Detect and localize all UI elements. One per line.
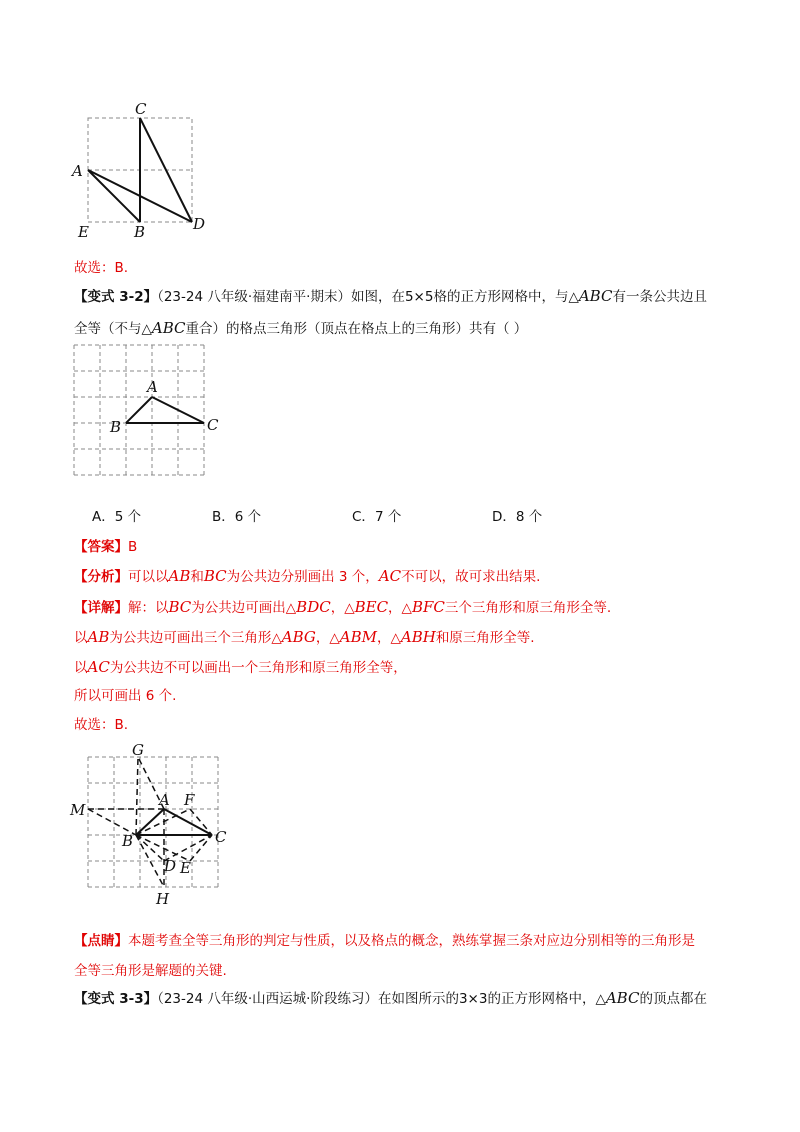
comment-line-2: 全等三角形是解题的关键. (74, 963, 227, 979)
fig3-label-e: E (180, 859, 191, 877)
figure-1-grid (70, 100, 220, 240)
fig3-label-c: C (215, 828, 227, 846)
fig3-label-a: A (159, 791, 170, 809)
fig1-label-a: A (72, 162, 83, 180)
detail-line-1: 【详解】解：以BC为公共边可画出△BDC，△BEC，△BFC三个三角形和原三角形全等. (74, 598, 612, 616)
question-prefix: 【变式 3-3】 (74, 991, 158, 1007)
detail-line-5: 故选：B. (74, 717, 129, 733)
fig2-label-b: B (110, 418, 122, 436)
triangle-symbol: △ (595, 991, 606, 1007)
answer-choice-line: 故选：B. (74, 260, 129, 276)
comment-line-1: 【点睛】本题考查全等三角形的判定与性质，以及格点的概念，熟练掌握三条对应边分别相等的三角形是 (74, 933, 695, 949)
fig3-label-f: F (184, 791, 195, 809)
figure-3-gridlines (88, 757, 218, 887)
fig3-dash-ec (190, 835, 212, 861)
question-source: （23-24 八年级·福建南平·期末） (157, 289, 351, 305)
analysis-line: 【分析】可以以AB和BC为公共边分别画出 3 个，AC不可以，故可求出结果. (74, 567, 541, 585)
grid-size: 5×5 (404, 289, 434, 305)
fig3-dash-bf (136, 809, 190, 835)
detail-line-2: 以AB为公共边可画出三个三角形△ABG，△ABM，△ABH和原三角形全等. (74, 628, 535, 646)
fig2-label-a: A (147, 378, 158, 396)
question-3-2-line-1: 【变式 3-2】（23-24 八年级·福建南平·期末）如图，在5×5格的正方形网格中，与△ABC有一条公共边且 (74, 287, 707, 305)
fig3-label-b: B (122, 832, 134, 850)
figure-3-grid (70, 740, 240, 910)
fig3-segment-ac (164, 809, 212, 835)
figure-2-grid (70, 340, 230, 485)
detail-line-4: 所以可画出 6 个. (74, 688, 177, 704)
fig1-label-c: C (135, 100, 147, 118)
fig3-label-g: G (132, 741, 144, 759)
fig3-dash-bg (136, 757, 138, 835)
fig3-label-m: M (70, 801, 86, 819)
fig1-label-d: D (193, 215, 206, 233)
fig1-label-e: E (78, 223, 89, 241)
fig2-label-c: C (207, 416, 219, 434)
question-source: （23-24 八年级·山西运城·阶段练习） (157, 991, 378, 1007)
answer-line: 【答案】B (74, 539, 138, 555)
option-c[interactable]: C．7 个 (352, 509, 402, 525)
option-d[interactable]: D．8 个 (492, 509, 543, 525)
fig3-dash-fc (190, 809, 212, 835)
fig1-label-b: B (134, 223, 146, 241)
fig3-label-d: D (164, 857, 177, 875)
fig3-dash-be (136, 835, 190, 861)
detail-line-3: 以AC为公共边不可以画出一个三角形和原三角形全等， (74, 658, 407, 676)
question-3-3-line-1: 【变式 3-3】（23-24 八年级·山西运城·阶段练习）在如图所示的3×3的正方形网格中，△ABC的顶点都在 (74, 989, 707, 1007)
question-3-2-line-2: 全等（不与△ABC重合）的格点三角形（顶点在格点上的三角形）共有（ ） (74, 319, 528, 337)
option-a[interactable]: A．5 个 (92, 509, 142, 525)
fig2-segment-ab (126, 397, 152, 423)
question-prefix: 【变式 3-2】 (74, 289, 158, 305)
triangle-symbol: △ (568, 289, 579, 305)
triangle-symbol: △ (141, 321, 152, 337)
fig1-segment-ab (88, 170, 140, 222)
fig3-label-h: H (156, 890, 170, 908)
grid-size: 3×3 (458, 991, 488, 1007)
fig2-segment-ac (152, 397, 204, 423)
option-b[interactable]: B．6 个 (212, 509, 262, 525)
